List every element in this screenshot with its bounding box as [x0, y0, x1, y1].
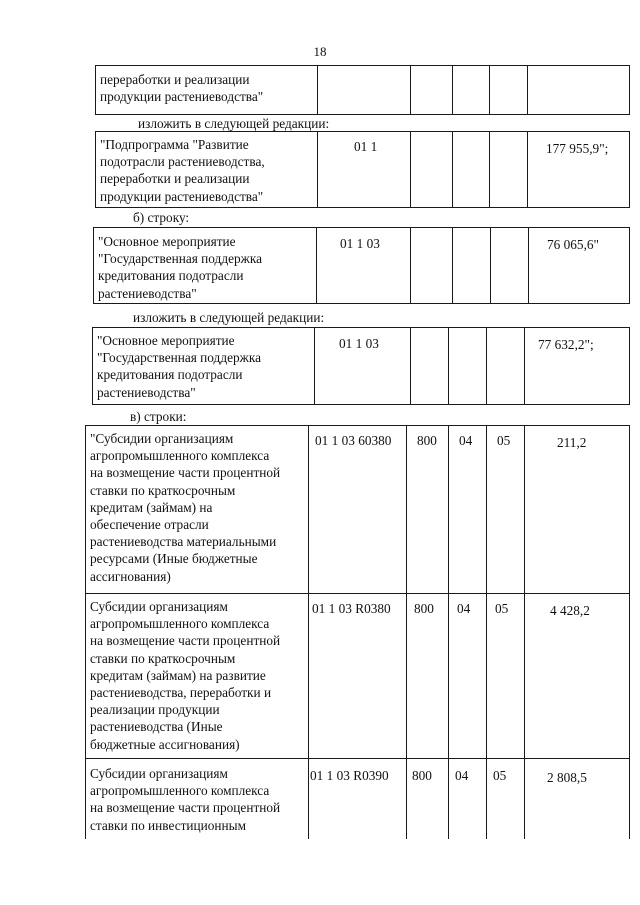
- row-pr: 05: [497, 433, 511, 448]
- instruction-label: в) строки:: [130, 409, 187, 424]
- row-pr: 05: [493, 768, 507, 783]
- row-rz: 04: [455, 768, 469, 783]
- row-code: 01 1: [354, 139, 378, 154]
- instruction-label: изложить в следующей редакции:: [138, 116, 330, 131]
- row-sum: 77 632,2";: [538, 337, 594, 352]
- row-code: 01 1 03: [340, 236, 380, 251]
- table-block-main-measure-new: [92, 327, 630, 405]
- row-name: переработки и реализации продукции растениеводства": [100, 72, 264, 105]
- table-block-subprogram: [95, 131, 630, 208]
- row-name: "Субсидии организациям агропромышленного комплекса на возмещение части процентной ставки по краткосрочным кредитам (займам) на обеспечение отрасли растениеводства материальными ресурсами (Иные бюджетные ассигнования): [90, 431, 281, 584]
- table-block-main-measure-old: [93, 227, 630, 304]
- row-name: "Подпрограмма "Развитие подотрасли растениеводства, переработки и реализации продукции растениеводства": [100, 137, 265, 204]
- instruction-label: б) строку:: [133, 210, 190, 225]
- row-name: "Основное мероприятие "Государственная поддержка кредитования подотрасли растениеводства": [97, 333, 261, 400]
- row-name: Субсидии организациям агропромышленного комплекса на возмещение части процентной ставки по краткосрочным кредитам (займам) на развитие растениеводства, переработки и реализации продукции растениеводства (Иные бюджетные ассигнования): [90, 599, 281, 752]
- row-rz: 04: [457, 601, 471, 616]
- row-pr: 05: [495, 601, 509, 616]
- table-block-continuation: [95, 65, 630, 115]
- row-vr: 800: [417, 433, 437, 448]
- row-vr: 800: [412, 768, 432, 783]
- page-number: 18: [313, 44, 327, 59]
- row-code: 01 1 03: [339, 336, 379, 351]
- row-rz: 04: [459, 433, 473, 448]
- row-name: "Основное мероприятие "Государственная поддержка кредитования подотрасли растениеводства": [98, 234, 262, 301]
- row-code: 01 1 03 R0390: [310, 768, 389, 783]
- instruction-label: изложить в следующей редакции:: [133, 310, 325, 325]
- row-name: Субсидии организациям агропромышленного комплекса на возмещение части процентной ставки по инвестиционным: [90, 766, 281, 833]
- row-code: 01 1 03 60380: [315, 433, 392, 448]
- row-sum: 76 065,6": [547, 237, 599, 252]
- row-sum: 2 808,5: [547, 770, 587, 785]
- row-vr: 800: [414, 601, 434, 616]
- table-block-subsidies: [85, 425, 630, 839]
- row-sum: 211,2: [557, 435, 587, 450]
- row-sum: 4 428,2: [550, 603, 590, 618]
- row-code: 01 1 03 R0380: [312, 601, 391, 616]
- row-sum: 177 955,9";: [546, 141, 609, 156]
